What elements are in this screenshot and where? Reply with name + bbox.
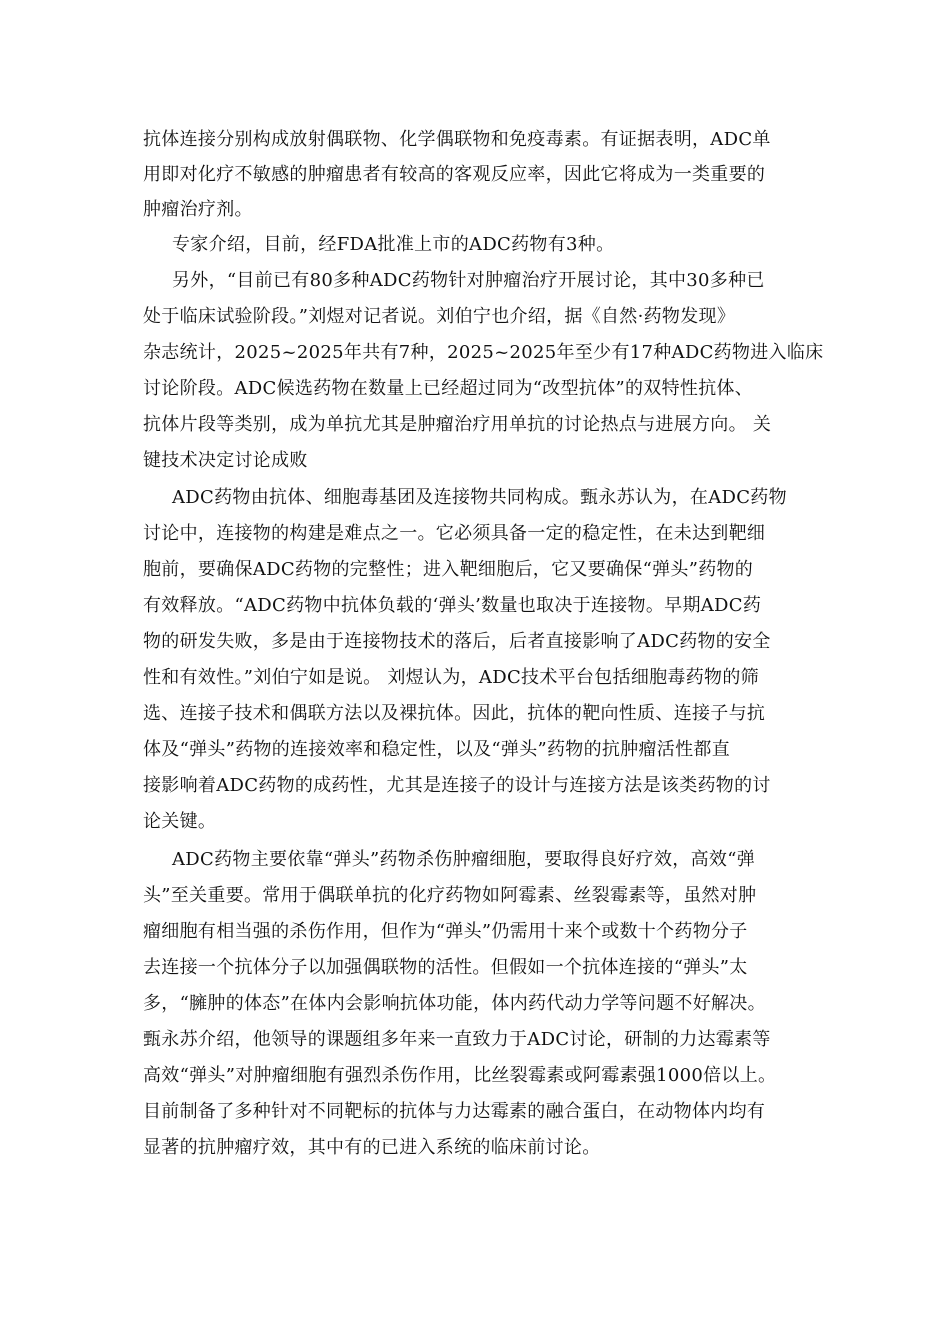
- text-line: 瘤细胞有相当强的杀伤作用，但作为“弹头”仍需用十来个或数十个药物分子: [143, 921, 748, 942]
- text-line: 选、连接子技术和偶联方法以及裸抗体。因此，抗体的靶向性质、连接子与抗: [143, 703, 766, 724]
- text-line: 抗体片段等类别，成为单抗尤其是肿瘤治疗用单抗的讨论热点与进展方向。 关: [143, 414, 772, 435]
- text-line: ADC药物由抗体、细胞毒基团及连接物共同构成。甄永苏认为，在ADC药物: [172, 487, 787, 508]
- text-line: 杂志统计，2025~2025年共有7种，2025~2025年至少有17种ADC药物进入临床: [143, 342, 824, 363]
- text-line: 另外，“目前已有80多种ADC药物针对肿瘤治疗开展讨论，其中30多种已: [172, 270, 765, 291]
- text-line: 性和有效性。”刘伯宁如是说。 刘煜认为，ADC技术平台包括细胞毒药物的筛: [143, 667, 759, 688]
- text-line: 论关键。: [143, 811, 217, 832]
- text-line: 讨论中，连接物的构建是难点之一。它必须具备一定的稳定性，在未达到靶细: [143, 523, 766, 544]
- text-line: 显著的抗肿瘤疗效，其中有的已进入系统的临床前讨论。: [143, 1137, 601, 1158]
- text-line: 键技术决定讨论成败: [143, 450, 308, 471]
- text-line: 去连接一个抗体分子以加强偶联物的活性。但假如一个抗体连接的“弹头”太: [143, 957, 748, 978]
- text-line: 肿瘤治疗剂。: [143, 199, 253, 220]
- text-line: 多，“臃肿的体态”在体内会影响抗体功能，体内药代动力学等问题不好解决。: [143, 993, 766, 1014]
- text-line: 头”至关重要。常用于偶联单抗的化疗药物如阿霉素、丝裂霉素等，虽然对肿: [143, 885, 757, 906]
- text-line: 专家介绍，目前，经FDA批准上市的ADC药物有3种。: [172, 234, 615, 255]
- text-line: 抗体连接分别构成放射偶联物、化学偶联物和免疫毒素。有证据表明，ADC单: [143, 129, 771, 150]
- text-line: 体及“弹头”药物的连接效率和稳定性，以及“弹头”药物的抗肿瘤活性都直: [143, 739, 731, 760]
- text-line: 接影响着ADC药物的成药性，尤其是连接子的设计与连接方法是该类药物的讨: [143, 775, 771, 796]
- text-line: 胞前，要确保ADC药物的完整性；进入靶细胞后，它又要确保“弹头”药物的: [143, 559, 754, 580]
- text-line: 甄永苏介绍，他领导的课题组多年来一直致力于ADC讨论，研制的力达霉素等: [143, 1029, 771, 1050]
- text-line: ADC药物主要依靠“弹头”药物杀伤肿瘤细胞，要取得良好疗效，高效“弹: [172, 849, 756, 870]
- text-line: 物的研发失败，多是由于连接物技术的落后，后者直接影响了ADC药物的安全: [143, 631, 771, 652]
- text-line: 有效释放。“ADC药物中抗体负载的‘弹头’数量也取决于连接物。早期ADC药: [143, 595, 762, 616]
- text-line: 处于临床试验阶段。”刘煜对记者说。刘伯宁也介绍，据《自然·药物发现》: [143, 306, 736, 327]
- text-line: 目前制备了多种针对不同靶标的抗体与力达霉素的融合蛋白，在动物体内均有: [143, 1101, 766, 1122]
- text-line: 用即对化疗不敏感的肿瘤患者有较高的客观反应率，因此它将成为一类重要的: [143, 164, 766, 185]
- text-line: 高效“弹头”对肿瘤细胞有强烈杀伤作用，比丝裂霉素或阿霉素强1000倍以上。: [143, 1065, 777, 1086]
- text-line: 讨论阶段。ADC候选药物在数量上已经超过同为“改型抗体”的双特性抗体、: [143, 378, 754, 399]
